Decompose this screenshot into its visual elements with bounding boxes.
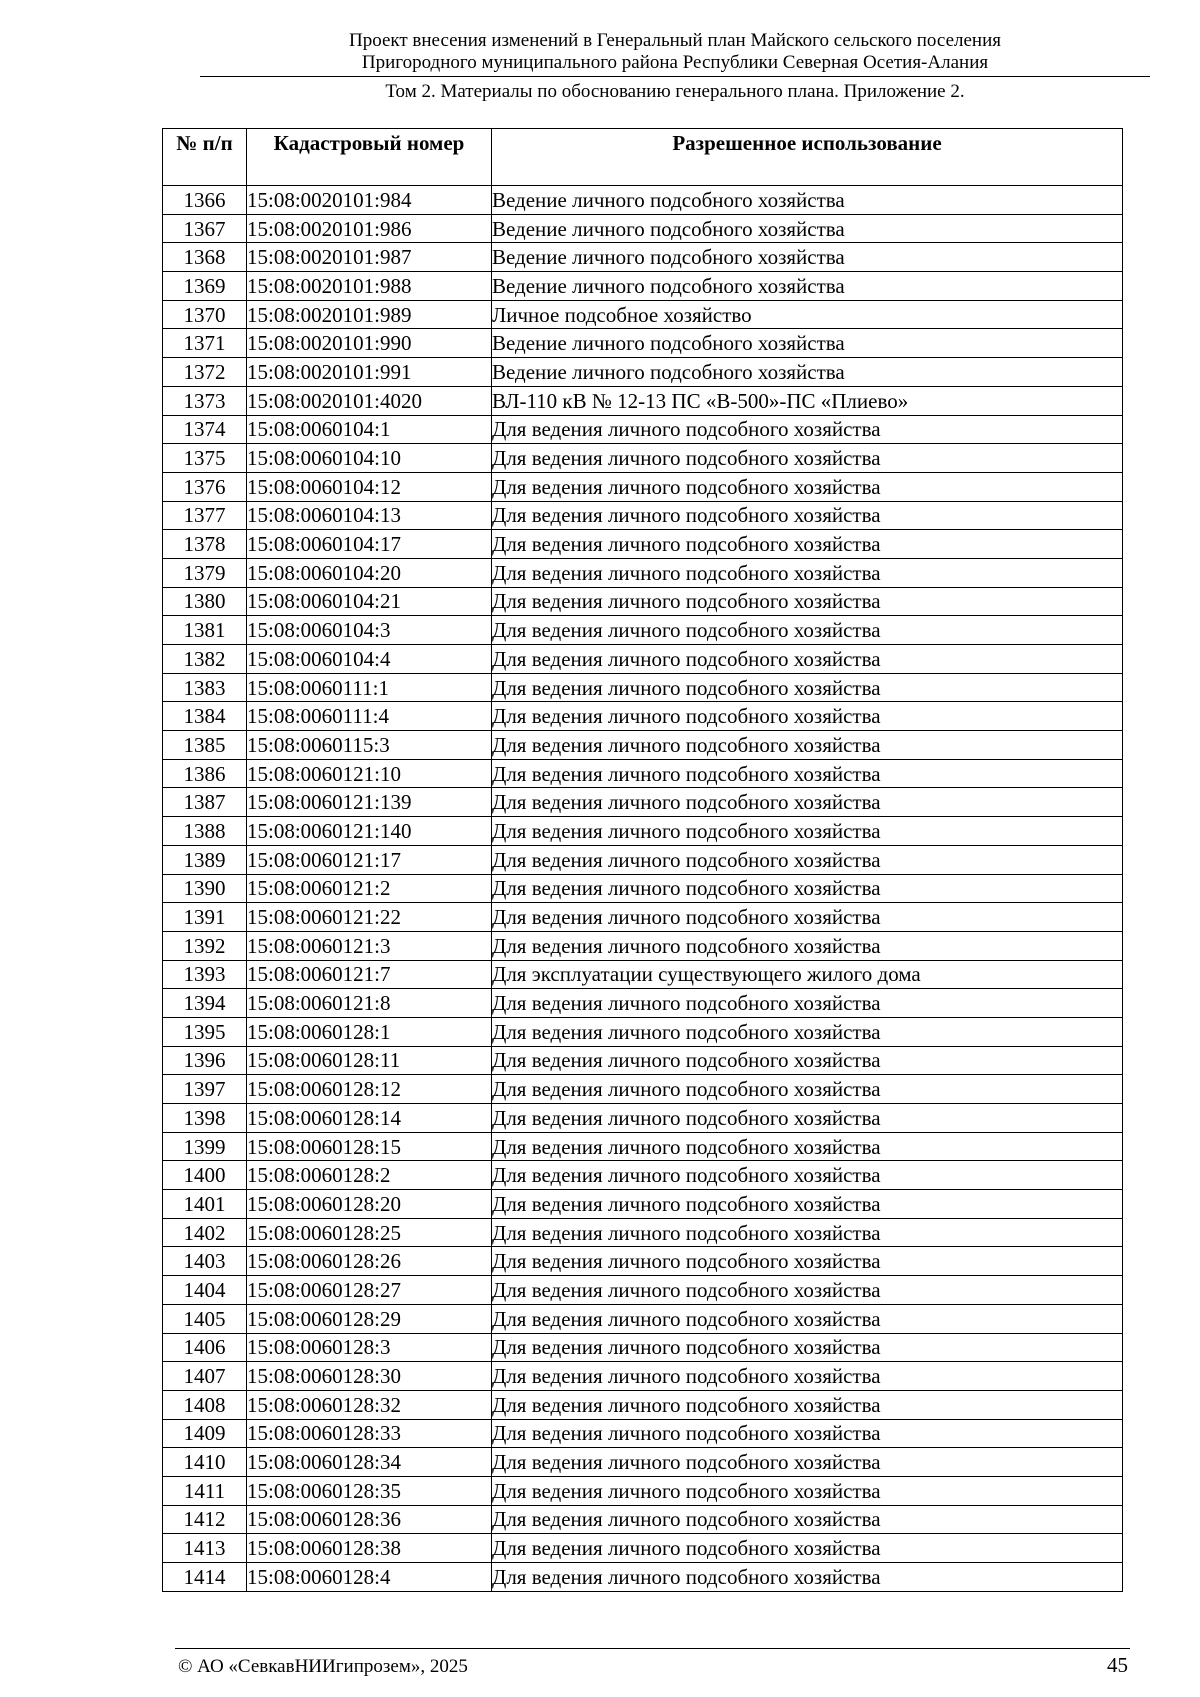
permitted-use: Для ведения личного подсобного хозяйства [492,1476,1123,1505]
cadastral-number: 15:08:0020101:4020 [247,386,492,415]
permitted-use: Для ведения личного подсобного хозяйства [492,1563,1123,1592]
table-row [163,501,1123,530]
permitted-use: Для ведения личного подсобного хозяйства [492,1333,1123,1362]
table-row [163,731,1123,760]
table-row [163,645,1123,674]
row-number: 1414 [163,1563,247,1592]
permitted-use: Для ведения личного подсобного хозяйства [492,1218,1123,1247]
permitted-use: Для ведения личного подсобного хозяйства [492,530,1123,559]
permitted-use: Для ведения личного подсобного хозяйства [492,788,1123,817]
table-row [163,1104,1123,1133]
cadastral-number: 15:08:0060128:12 [247,1075,492,1104]
row-number: 1402 [163,1218,247,1247]
permitted-use: Ведение личного подсобного хозяйства [492,214,1123,243]
cadastral-number: 15:08:0060128:3 [247,1333,492,1362]
table-row [163,1046,1123,1075]
permitted-use: Личное подсобное хозяйство [492,300,1123,329]
permitted-use: Для ведения личного подсобного хозяйства [492,1075,1123,1104]
row-number: 1389 [163,845,247,874]
row-number: 1394 [163,989,247,1018]
footer-divider [175,1648,1130,1649]
permitted-use: Для ведения личного подсобного хозяйства [492,731,1123,760]
row-number: 1403 [163,1247,247,1276]
cadastral-number: 15:08:0020101:988 [247,272,492,301]
cadastral-number: 15:08:0020101:984 [247,186,492,215]
row-number: 1366 [163,186,247,215]
permitted-use: Для ведения личного подсобного хозяйства [492,472,1123,501]
row-number: 1404 [163,1276,247,1305]
cadastral-number: 15:08:0060121:140 [247,817,492,846]
permitted-use: Для ведения личного подсобного хозяйства [492,1505,1123,1534]
table-row [163,1276,1123,1305]
cadastral-number: 15:08:0060121:22 [247,903,492,932]
permitted-use: Для ведения личного подсобного хозяйства [492,759,1123,788]
column-header-usage: Разрешенное использование [492,129,1123,186]
header-district: Пригородного муниципального района Республики Северная Осетия-Алания [361,52,989,73]
permitted-use: Для ведения личного подсобного хозяйства [492,1304,1123,1333]
cadastral-number: 15:08:0020101:990 [247,329,492,358]
cadastral-number: 15:08:0020101:987 [247,243,492,272]
row-number: 1390 [163,874,247,903]
row-number: 1373 [163,386,247,415]
table-row [163,444,1123,473]
permitted-use: Ведение личного подсобного хозяйства [492,186,1123,215]
table-row [163,1534,1123,1563]
row-number: 1409 [163,1419,247,1448]
row-number: 1397 [163,1075,247,1104]
table-row [163,931,1123,960]
cadastral-number: 15:08:0060128:33 [247,1419,492,1448]
row-number: 1382 [163,645,247,674]
row-number: 1368 [163,243,247,272]
row-number: 1406 [163,1333,247,1362]
table-row [163,1362,1123,1391]
row-number: 1385 [163,731,247,760]
table-row [163,817,1123,846]
cadastral-number: 15:08:0060128:36 [247,1505,492,1534]
row-number: 1401 [163,1190,247,1219]
cadastral-number: 15:08:0020101:989 [247,300,492,329]
header-volume: Том 2. Материалы по обоснованию генерального плана. Приложение 2. [385,81,965,102]
cadastral-number: 15:08:0060104:21 [247,587,492,616]
permitted-use: Для ведения личного подсобного хозяйства [492,1362,1123,1391]
cadastral-number: 15:08:0060128:38 [247,1534,492,1563]
cadastral-number: 15:08:0060111:1 [247,673,492,702]
table-row [163,386,1123,415]
row-number: 1395 [163,1017,247,1046]
header-divider [200,76,1150,77]
table-row [163,472,1123,501]
column-header-cadastral: Кадастровый номер [247,129,492,186]
cadastral-number: 15:08:0060104:17 [247,530,492,559]
cadastral-number: 15:08:0060128:4 [247,1563,492,1592]
permitted-use: Для ведения личного подсобного хозяйства [492,931,1123,960]
row-number: 1408 [163,1390,247,1419]
row-number: 1367 [163,214,247,243]
cadastral-number: 15:08:0060111:4 [247,702,492,731]
table-row [163,415,1123,444]
table-row [163,1476,1123,1505]
cadastral-number: 15:08:0060104:3 [247,616,492,645]
permitted-use: Для ведения личного подсобного хозяйства [492,1190,1123,1219]
table-row [163,702,1123,731]
permitted-use: Для ведения личного подсобного хозяйства [492,616,1123,645]
table-row [163,1190,1123,1219]
row-number: 1392 [163,931,247,960]
row-number: 1396 [163,1046,247,1075]
cadastral-number: 15:08:0060121:17 [247,845,492,874]
table-row [163,616,1123,645]
permitted-use: Для ведения личного подсобного хозяйства [492,817,1123,846]
table-row [163,300,1123,329]
cadastral-number: 15:08:0060128:15 [247,1132,492,1161]
header-project-title: Проект внесения изменений в Генеральный план Майского сельского поселения [348,30,1001,51]
table-row [163,1132,1123,1161]
cadastral-number: 15:08:0060104:4 [247,645,492,674]
table-row [163,186,1123,215]
cadastral-number: 15:08:0060121:10 [247,759,492,788]
permitted-use: Для ведения личного подсобного хозяйства [492,673,1123,702]
cadastral-number: 15:08:0020101:986 [247,214,492,243]
row-number: 1374 [163,415,247,444]
column-header-number: № п/п [163,129,247,186]
cadastral-number: 15:08:0060128:29 [247,1304,492,1333]
cadastral-number: 15:08:0060121:7 [247,960,492,989]
cadastral-number: 15:08:0060128:35 [247,1476,492,1505]
permitted-use: Для ведения личного подсобного хозяйства [492,989,1123,1018]
table-row [163,1333,1123,1362]
table-row [163,1075,1123,1104]
table-row [163,358,1123,387]
table-body [163,186,1123,1592]
permitted-use: Для ведения личного подсобного хозяйства [492,587,1123,616]
row-number: 1386 [163,759,247,788]
row-number: 1376 [163,472,247,501]
cadastral-number: 15:08:0060128:34 [247,1448,492,1477]
row-number: 1372 [163,358,247,387]
permitted-use: Для ведения личного подсобного хозяйства [492,1161,1123,1190]
cadastral-number: 15:08:0060104:20 [247,558,492,587]
table-row [163,1247,1123,1276]
permitted-use: Ведение личного подсобного хозяйства [492,272,1123,301]
cadastral-number: 15:08:0060128:27 [247,1276,492,1305]
row-number: 1371 [163,329,247,358]
cadastral-number: 15:08:0060128:14 [247,1104,492,1133]
permitted-use: Для ведения личного подсобного хозяйства [492,1534,1123,1563]
row-number: 1412 [163,1505,247,1534]
row-number: 1387 [163,788,247,817]
cadastral-number: 15:08:0060121:2 [247,874,492,903]
cadastral-number: 15:08:0060121:139 [247,788,492,817]
cadastral-number: 15:08:0060115:3 [247,731,492,760]
row-number: 1388 [163,817,247,846]
permitted-use: Для ведения личного подсобного хозяйства [492,1390,1123,1419]
cadastral-number: 15:08:0060128:26 [247,1247,492,1276]
table-row [163,759,1123,788]
table-row [163,587,1123,616]
table-header-row [163,129,1123,186]
cadastral-number: 15:08:0060104:10 [247,444,492,473]
row-number: 1410 [163,1448,247,1477]
row-number: 1370 [163,300,247,329]
table-row [163,845,1123,874]
row-number: 1411 [163,1476,247,1505]
permitted-use: Для ведения личного подсобного хозяйства [492,845,1123,874]
permitted-use: Для ведения личного подсобного хозяйства [492,501,1123,530]
table-row [163,673,1123,702]
row-number: 1378 [163,530,247,559]
page-number: 45 [1107,1653,1128,1677]
cadastral-number: 15:08:0060128:20 [247,1190,492,1219]
table-row [163,788,1123,817]
row-number: 1369 [163,272,247,301]
cadastral-table [162,128,1123,1592]
row-number: 1391 [163,903,247,932]
permitted-use: Для ведения личного подсобного хозяйства [492,1104,1123,1133]
table-row [163,1505,1123,1534]
permitted-use: Для ведения личного подсобного хозяйства [492,903,1123,932]
permitted-use: Ведение личного подсобного хозяйства [492,243,1123,272]
table-row [163,1017,1123,1046]
permitted-use: Ведение личного подсобного хозяйства [492,358,1123,387]
row-number: 1399 [163,1132,247,1161]
cadastral-number: 15:08:0060121:3 [247,931,492,960]
permitted-use: Для ведения личного подсобного хозяйства [492,702,1123,731]
row-number: 1405 [163,1304,247,1333]
permitted-use: Ведение личного подсобного хозяйства [492,329,1123,358]
table-row [163,530,1123,559]
row-number: 1413 [163,1534,247,1563]
row-number: 1375 [163,444,247,473]
row-number: 1398 [163,1104,247,1133]
permitted-use: Для ведения личного подсобного хозяйства [492,645,1123,674]
table-row [163,903,1123,932]
table-row [163,272,1123,301]
cadastral-number: 15:08:0060128:2 [247,1161,492,1190]
cadastral-number: 15:08:0060104:13 [247,501,492,530]
table-row [163,1419,1123,1448]
table-row [163,1304,1123,1333]
permitted-use: Для ведения личного подсобного хозяйства [492,1017,1123,1046]
permitted-use: Для ведения личного подсобного хозяйства [492,558,1123,587]
cadastral-number: 15:08:0060104:1 [247,415,492,444]
row-number: 1384 [163,702,247,731]
cadastral-number: 15:08:0060128:32 [247,1390,492,1419]
row-number: 1379 [163,558,247,587]
permitted-use: Для ведения личного подсобного хозяйства [492,1046,1123,1075]
row-number: 1393 [163,960,247,989]
row-number: 1377 [163,501,247,530]
table-row [163,1218,1123,1247]
cadastral-number: 15:08:0060128:11 [247,1046,492,1075]
permitted-use: Для ведения личного подсобного хозяйства [492,874,1123,903]
cadastral-number: 15:08:0060128:30 [247,1362,492,1391]
permitted-use: Для ведения личного подсобного хозяйства [492,1132,1123,1161]
cadastral-number: 15:08:0020101:991 [247,358,492,387]
table-row [163,558,1123,587]
table-row [163,1161,1123,1190]
row-number: 1381 [163,616,247,645]
permitted-use: Для эксплуатации существующего жилого дома [492,960,1123,989]
permitted-use: Для ведения личного подсобного хозяйства [492,1448,1123,1477]
row-number: 1380 [163,587,247,616]
table-row [163,1448,1123,1477]
table-row [163,1563,1123,1592]
permitted-use: Для ведения личного подсобного хозяйства [492,1247,1123,1276]
cadastral-number: 15:08:0060104:12 [247,472,492,501]
document-header [200,30,1150,74]
table-row [163,214,1123,243]
footer-copyright: © АО «СевкавНИИгипрозем», 2025 [178,1656,468,1677]
table-row [163,960,1123,989]
permitted-use: Для ведения личного подсобного хозяйства [492,1276,1123,1305]
permitted-use: Для ведения личного подсобного хозяйства [492,415,1123,444]
cadastral-number: 15:08:0060128:1 [247,1017,492,1046]
table-row [163,329,1123,358]
table-row [163,874,1123,903]
table-row [163,1390,1123,1419]
permitted-use: Для ведения личного подсобного хозяйства [492,444,1123,473]
row-number: 1400 [163,1161,247,1190]
row-number: 1383 [163,673,247,702]
table-row [163,989,1123,1018]
table-row [163,243,1123,272]
permitted-use: Для ведения личного подсобного хозяйства [492,1419,1123,1448]
permitted-use: ВЛ-110 кВ № 12-13 ПС «В-500»-ПС «Плиево» [492,386,1123,415]
cadastral-number: 15:08:0060128:25 [247,1218,492,1247]
row-number: 1407 [163,1362,247,1391]
cadastral-number: 15:08:0060121:8 [247,989,492,1018]
